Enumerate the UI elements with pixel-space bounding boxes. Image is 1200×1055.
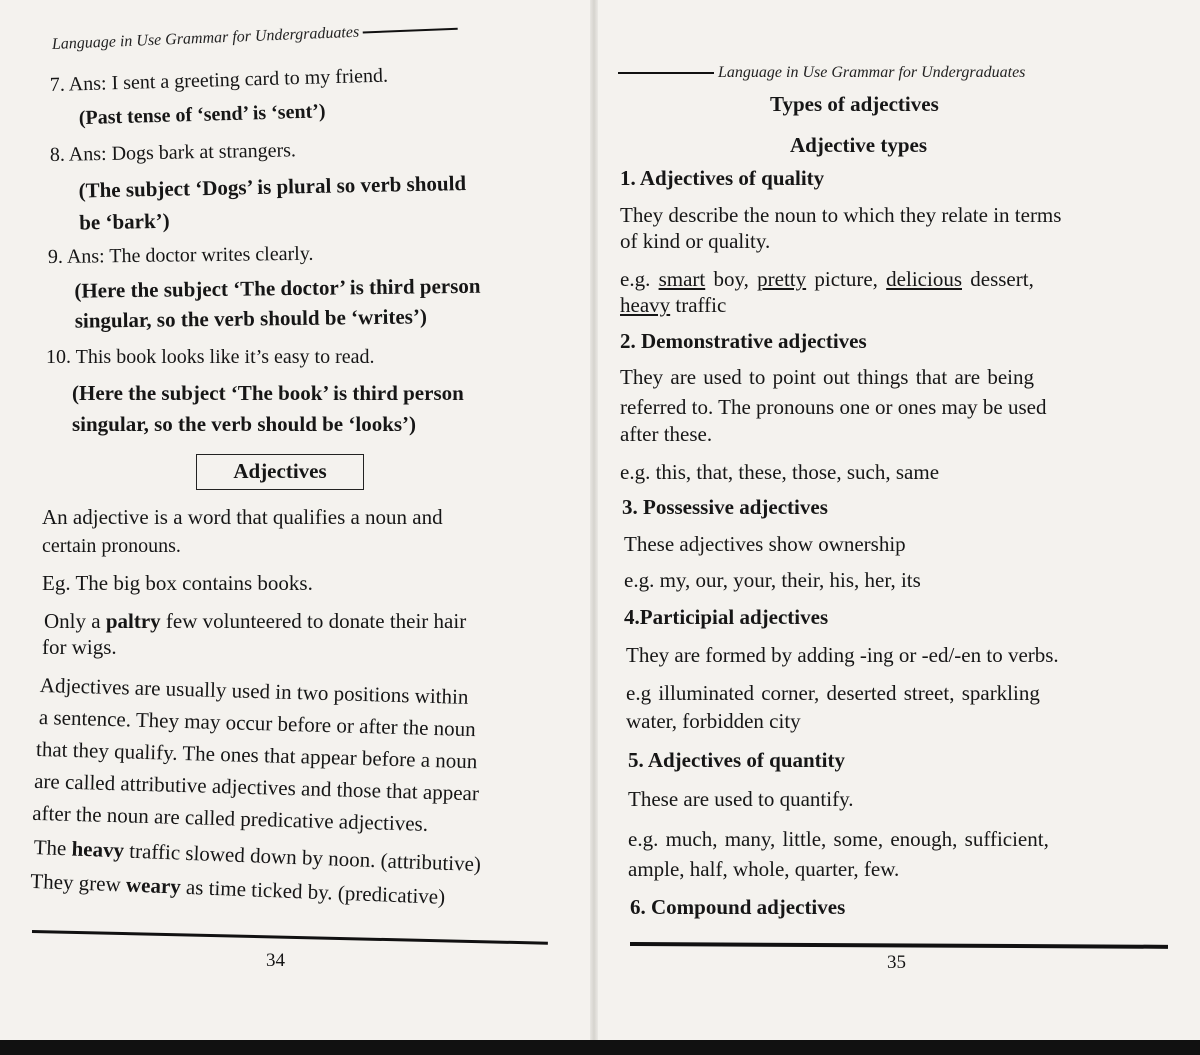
underlined-word: heavy [620,293,671,317]
running-head-text: Language in Use Grammar for Undergraduates [51,23,360,53]
demonstrative-desc-line3: after these. [620,422,713,446]
running-head-rule [363,28,458,34]
answer-9 [48,241,314,270]
answer-10-note-line1: (Here the subject ‘The book’ is third person [72,381,464,405]
text-run: boy, [705,267,758,291]
answer-9-note-line2: singular, so the verb should be ‘writes’) [74,304,428,333]
participial-desc: They are formed by adding -ing or -ed/-en to verbs. [626,643,1059,667]
answer-8-note-line1: (The subject ‘Dogs’ is plural so verb should [78,171,467,203]
running-head-rule [618,72,714,74]
heading-quantity: 5. Adjectives of quantity [628,748,845,772]
answer-number: 7. [49,73,66,96]
quality-desc-line1: They describe the noun to which they relate in terms [620,203,1062,227]
quality-example-line2 [620,292,726,318]
answer-number: 8. [49,143,66,166]
page-number-left: 34 [266,950,285,971]
left-page [0,0,590,1020]
heading-participial: 4.Participial adjectives [624,605,829,629]
text-run: as time ticked by. (predicative) [180,874,446,909]
text-run: They grew [29,868,127,897]
paltry-line [44,608,466,634]
quality-example-line1 [620,266,1034,292]
answer-10-note-line2: singular, so the verb should be ‘looks’) [72,412,417,436]
positions-line2: a sentence. They may occur before or after the noun [38,704,477,742]
positions-line5: after the noun are called predicative adjectives. [31,800,429,836]
example-line: Eg. The big box contains books. [42,571,313,595]
text-run: picture, [806,267,887,291]
answer-text: Ans: I sent a greeting card to my friend. [68,64,389,96]
right-page [600,0,1200,1020]
definition-line2: certain pronouns. [42,535,181,557]
text-run: traffic slowed down by noon. (attributive) [123,838,482,877]
possessive-example: e.g. my, our, your, their, his, her, its [624,568,921,592]
predicative-example [30,868,446,910]
bottom-shadow [0,1040,1200,1055]
heading-possessive: 3. Possessive adjectives [622,495,828,519]
text-run: e.g. [620,267,659,291]
participial-example-line2: water, forbidden city [626,709,801,733]
page-subtitle: Adjective types [790,133,928,157]
page-number-right: 35 [887,952,906,973]
answer-number: 9. [47,245,64,268]
text-run: few volunteered to donate their hair [160,609,467,633]
running-head-text: Language in Use Grammar for Undergraduates [718,64,1026,81]
participial-example-line1: e.g illuminated corner, deserted street, sparkling [626,681,1040,705]
answer-8-note-line2: be ‘bark’) [78,208,170,235]
text-run: traffic [670,293,727,317]
quantity-desc: These are used to quantify. [628,787,854,811]
demonstrative-desc-line2: referred to. The pronouns one or ones may be used [620,395,1047,419]
underlined-word: smart [658,267,706,291]
answer-9-note-line1: (Here the subject ‘The doctor’ is third person [74,273,481,303]
positions-line4: are called attributive adjectives and those that appear [33,768,480,806]
underlined-word: delicious [886,267,962,291]
heading-quality: 1. Adjectives of quality [620,166,825,190]
answer-7-note: (Past tense of ‘send’ is ‘sent’) [78,100,326,130]
positions-line1: Adjectives are usually used in two positions within [39,673,469,709]
section-title: Adjectives [233,459,327,483]
paltry-line2: for wigs. [42,635,117,659]
answer-text: This book looks like it’s easy to read. [75,346,375,368]
answer-number: 10. [46,346,71,368]
answer-8 [50,137,297,168]
text-run: The [33,835,73,861]
demonstrative-desc-line1: They are used to point out things that are being [620,365,1034,389]
section-title-box [196,454,364,490]
quality-desc-line2: of kind or quality. [620,229,771,253]
positions-line3: that they qualify. The ones that appear before a noun [35,736,478,774]
running-head-left [52,20,459,54]
answer-text: Ans: The doctor writes clearly. [66,242,314,268]
answer-7 [49,63,388,98]
definition-line1: An adjective is a word that qualifies a noun and [42,505,443,529]
book-spine [590,0,598,1040]
footer-rule-left [32,930,548,945]
possessive-desc: These adjectives show ownership [624,532,906,556]
page-title: Types of adjectives [770,92,939,116]
bold-word: paltry [105,609,161,633]
quantity-example-line2: ample, half, whole, quarter, few. [628,857,900,881]
text-run: dessert, [962,267,1034,291]
text-run: Only a [44,609,106,633]
underlined-word: pretty [757,267,807,291]
answer-text: Ans: Dogs bark at strangers. [68,139,297,166]
demonstrative-example: e.g. this, that, these, those, such, same [620,460,940,484]
quantity-example-line1: e.g. much, many, little, some, enough, sufficient, [628,827,1049,851]
bold-word: heavy [71,836,125,863]
answer-10 [46,344,375,370]
bold-word: weary [125,872,182,899]
running-head-right [618,64,1025,82]
heading-demonstrative: 2. Demonstrative adjectives [620,329,867,353]
heading-compound: 6. Compound adjectives [630,895,846,919]
footer-rule-right [630,942,1168,949]
